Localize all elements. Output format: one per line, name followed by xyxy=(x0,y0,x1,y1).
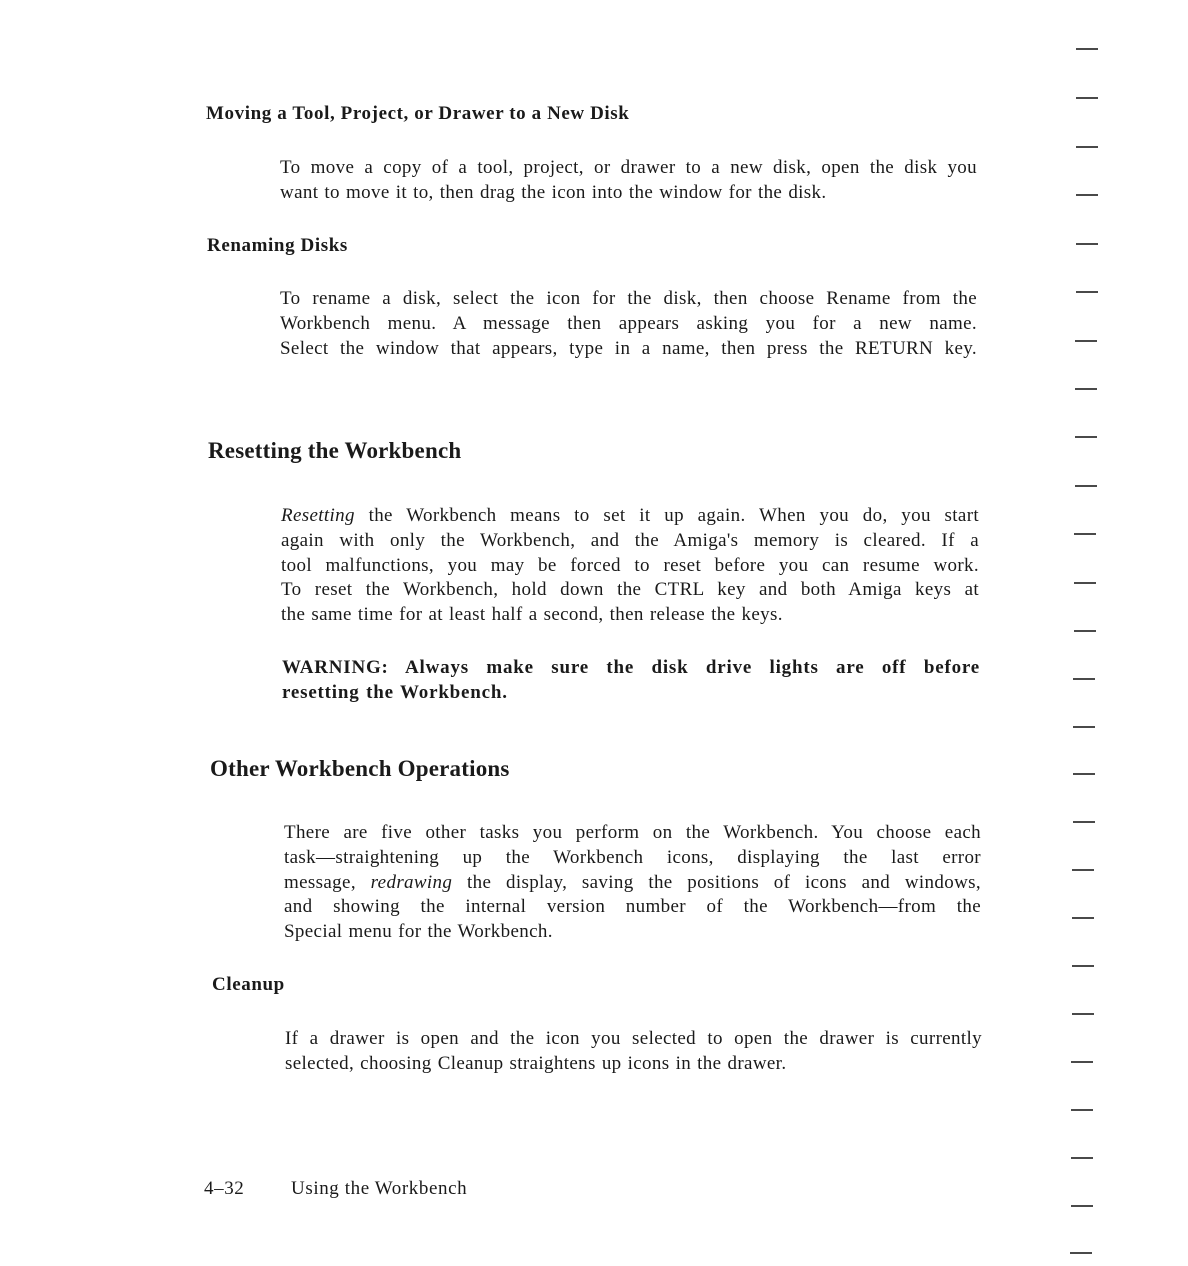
warning-note xyxy=(282,656,980,706)
margin-tick xyxy=(1074,533,1096,535)
text-line: again with only the Workbench, and the Amiga's memory is cleared. If a xyxy=(281,529,979,551)
margin-tick xyxy=(1076,194,1098,196)
margin-tick xyxy=(1076,48,1098,50)
italic-term: redrawing xyxy=(370,871,453,893)
text-line: tool malfunctions, you may be forced to reset before you can resume work. xyxy=(281,554,979,576)
margin-tick xyxy=(1072,869,1094,871)
margin-tick xyxy=(1076,291,1098,293)
margin-tick xyxy=(1073,821,1095,823)
italic-term: Resetting xyxy=(281,505,355,526)
margin-tick xyxy=(1076,97,1098,99)
subheading-moving: Moving a Tool, Project, or Drawer to a New Disk xyxy=(206,103,630,124)
text-line: There are five other tasks you perform on the Workbench. You choose each xyxy=(284,822,981,843)
margin-tick xyxy=(1073,726,1095,728)
margin-tick xyxy=(1071,1157,1093,1159)
text-line: To reset the Workbench, hold down the CTRL key and both Amiga keys at xyxy=(281,579,979,601)
text-span: the display, saving the positions of icons and windows, xyxy=(452,871,981,893)
text-line: the same time for at least half a second, then release the keys. xyxy=(281,604,783,626)
margin-tick xyxy=(1073,773,1095,775)
margin-tick xyxy=(1070,1252,1092,1254)
subheading-cleanup: Cleanup xyxy=(212,974,285,995)
running-footer-title: Using the Workbench xyxy=(291,1178,468,1199)
section-title-resetting: Resetting the Workbench xyxy=(208,438,462,463)
margin-tick xyxy=(1074,630,1096,632)
text-span: message, xyxy=(284,871,371,893)
paragraph-other-operations xyxy=(284,821,981,945)
text-line: WARNING: Always make sure the disk drive lights are off before xyxy=(282,657,980,678)
paragraph-cleanup xyxy=(285,1027,982,1077)
margin-tick xyxy=(1071,1061,1093,1063)
text-line: Special menu for the Workbench. xyxy=(284,921,553,943)
margin-tick xyxy=(1072,1013,1094,1015)
margin-tick xyxy=(1075,436,1097,438)
margin-tick xyxy=(1076,146,1098,148)
text-line: Select the window that appears, type in a name, then press the RETURN key. xyxy=(280,337,977,359)
paragraph-resetting xyxy=(281,504,979,628)
paragraph-moving xyxy=(280,156,977,206)
margin-tick xyxy=(1073,678,1095,680)
margin-tick xyxy=(1075,485,1097,487)
section-title-other-operations: Other Workbench Operations xyxy=(210,756,510,781)
text-line: task—straightening up the Workbench icons, displaying the last error xyxy=(284,846,981,868)
text-line: If a drawer is open and the icon you selected to open the drawer is currently xyxy=(285,1028,982,1049)
text-line: resetting the Workbench. xyxy=(282,681,508,703)
text-line xyxy=(284,871,981,896)
text-line xyxy=(281,504,979,529)
text-line: To move a copy of a tool, project, or drawer to a new disk, open the disk you xyxy=(280,157,977,178)
margin-tick xyxy=(1074,582,1096,584)
margin-tick xyxy=(1071,1205,1093,1207)
margin-tick xyxy=(1075,340,1097,342)
margin-tick xyxy=(1076,243,1098,245)
paragraph-renaming xyxy=(280,287,977,361)
text-line: To rename a disk, select the icon for the disk, then choose Rename from the xyxy=(280,288,977,309)
text-span: the Workbench means to set it up again. When you do, you start xyxy=(354,505,979,526)
text-line: Workbench menu. A message then appears asking you for a new name. xyxy=(280,312,977,334)
subheading-renaming: Renaming Disks xyxy=(207,235,348,256)
page-number: 4–32 xyxy=(204,1178,245,1199)
margin-tick xyxy=(1071,1109,1093,1111)
text-line: selected, choosing Cleanup straightens up icons in the drawer. xyxy=(285,1052,787,1074)
margin-tick xyxy=(1075,388,1097,390)
margin-tick xyxy=(1072,917,1094,919)
text-line: want to move it to, then drag the icon into the window for the disk. xyxy=(280,181,827,203)
text-line: and showing the internal version number of the Workbench—from the xyxy=(284,896,981,918)
margin-tick xyxy=(1072,965,1094,967)
